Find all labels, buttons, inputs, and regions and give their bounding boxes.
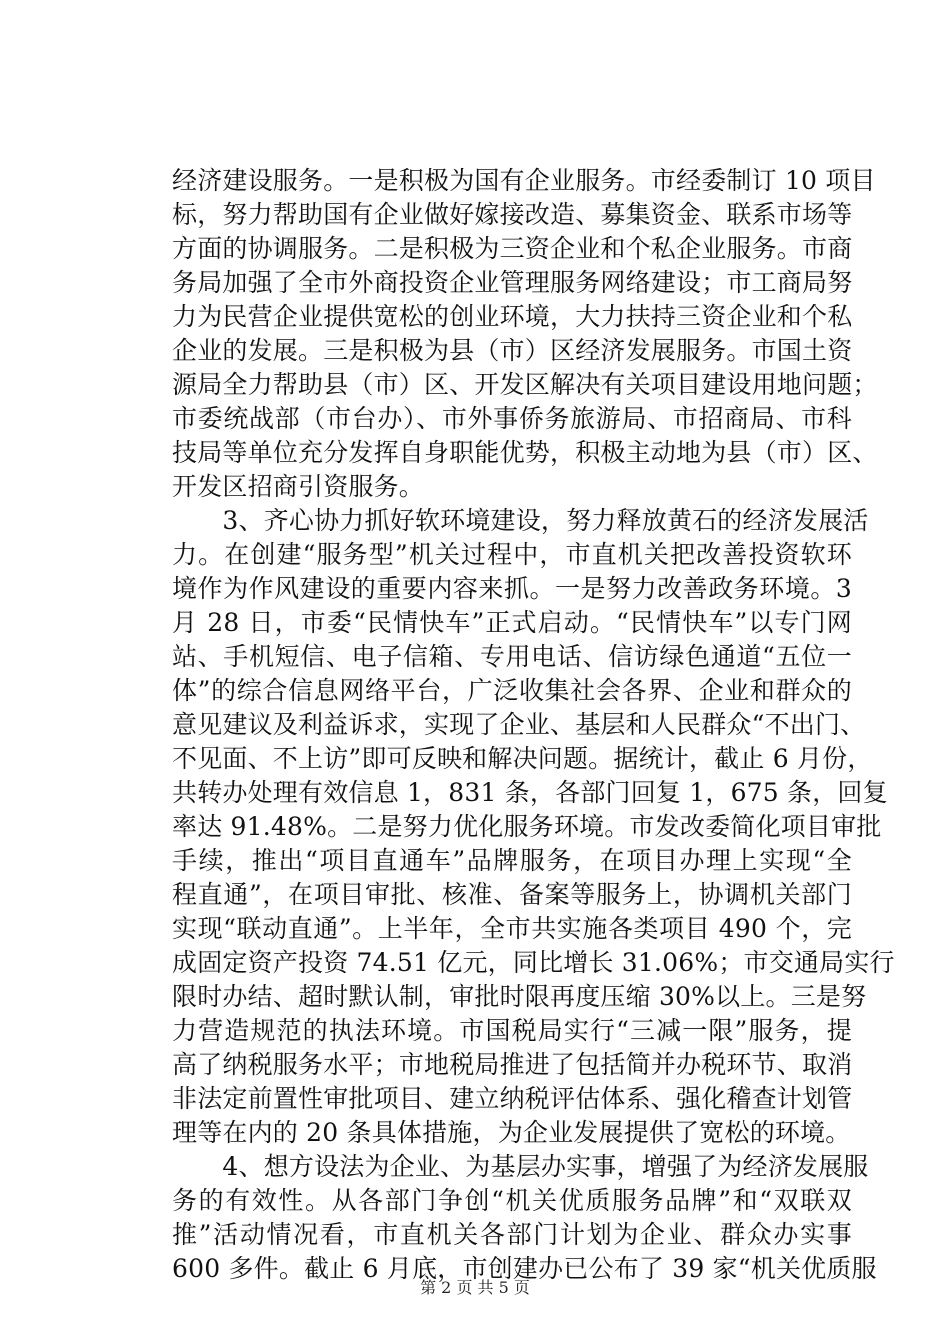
text-line: 境作为作风建设的重要内容来抓。一是努力改善政务环境。3 [172,574,852,603]
text-line: 程直通”，在项目审批、核准、备案等服务上，协调机关部门 [172,880,852,909]
text-line: 技局等单位充分发挥自身职能优势，积极主动地为县（市）区、 [172,438,878,467]
text-line: 成固定资产投资 74.51 亿元，同比增长 31.06%；市交通局实行 [172,948,895,977]
text-line: 600 多件。截止 6 月底，市创建办已公布了 39 家“机关优质服 [172,1254,877,1283]
text-line: 率达 91.48%。二是努力优化服务环境。市发改委简化项目审批 [172,812,882,841]
text-line: 务局加强了全市外商投资企业管理服务网络建设；市工商局努 [172,268,853,297]
text-line: 市委统战部（市台办）、市外事侨务旅游局、市招商局、市科 [172,404,852,433]
text-line: 力为民营企业提供宽松的创业环境，大力扶持三资企业和个私 [172,302,853,331]
text-line: 非法定前置性审批项目、建立纳税评估体系、强化稽查计划管 [172,1084,853,1113]
text-line: 不见面、不上访”即可反映和解决问题。据统计，截止 6 月份， [172,744,873,773]
text-line: 共转办处理有效信息 1，831 条，各部门回复 1，675 条，回复 [172,778,888,807]
text-line: 经济建设服务。一是积极为国有企业服务。市经委制订 10 项目 [172,166,876,195]
text-line: 务的有效性。从各部门争创“机关优质服务品牌”和“双联双 [172,1186,852,1215]
page-footer: 第 2 页 共 5 页 [420,1278,530,1297]
text-line: 4、想方设法为企业、为基层办实事，增强了为经济发展服 [172,1152,869,1181]
text-line: 开发区招商引资服务。 [172,472,425,501]
text-line: 站、手机短信、电子信箱、专用电话、信访绿色通道“五位一 [172,642,852,671]
text-line: 推”活动情况看，市直机关各部门计划为企业、群众办实事 [172,1220,852,1249]
text-line: 理等在内的 20 条具体措施，为企业发展提供了宽松的环境。 [172,1118,851,1147]
text-line: 意见建议及利益诉求，实现了企业、基层和人民群众“不出门、 [172,710,866,739]
text-line: 手续，推出“项目直通车”品牌服务，在项目办理上实现“全 [172,846,852,875]
text-line: 3、齐心协力抓好软环境建设，努力释放黄石的经济发展活 [172,506,869,535]
text-line: 企业的发展。三是积极为县（市）区经济发展服务。市国土资 [172,336,853,365]
text-line: 实现“联动直通”。上半年，全市共实施各类项目 490 个，完 [172,914,852,943]
text-line: 标，努力帮助国有企业做好嫁接改造、募集资金、联系市场等 [172,200,853,229]
text-line: 限时办结、超时默认制，审批时限再度压缩 30%以上。三是努 [172,982,867,1011]
text-line: 体”的综合信息网络平台，广泛收集社会各界、企业和群众的 [172,676,852,705]
text-line: 力。在创建“服务型”机关过程中，市直机关把改善投资软环 [172,540,852,569]
document-body [172,164,895,1286]
text-line: 月 28 日，市委“民情快车”正式启动。“民情快车”以专门网 [172,608,852,637]
text-line: 方面的协调服务。二是积极为三资企业和个私企业服务。市商 [172,234,853,263]
text-line: 高了纳税服务水平；市地税局推进了包括简并办税环节、取消 [172,1050,853,1079]
text-line: 力营造规范的执法环境。市国税局实行“三减一限”服务，提 [172,1016,852,1045]
text-line: 源局全力帮助县（市）区、开发区解决有关项目建设用地问题； [172,370,878,399]
